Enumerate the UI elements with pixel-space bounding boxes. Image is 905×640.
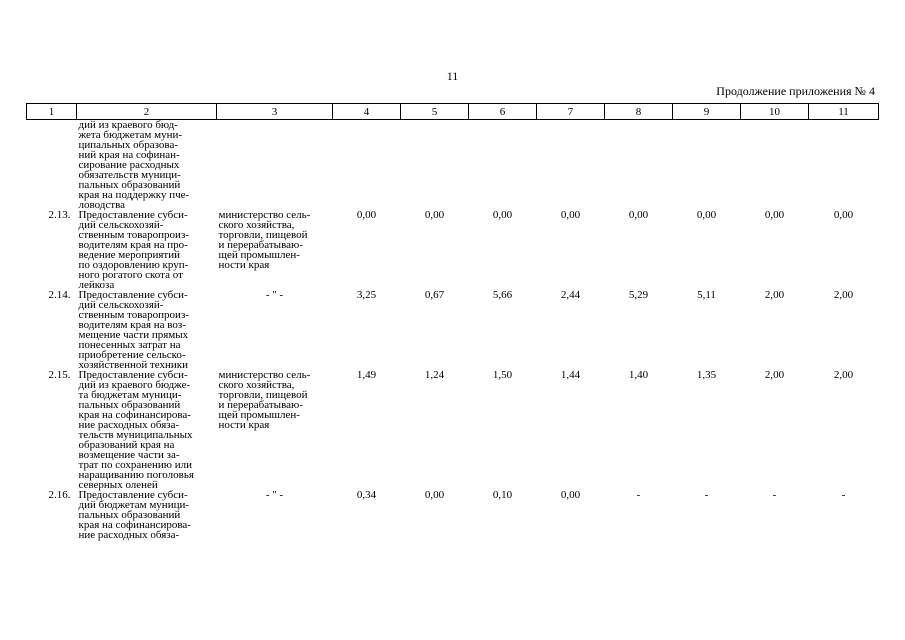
column-header-8: 8 [605, 104, 673, 120]
value-cell-col-8: - [636, 489, 641, 501]
row-number: 2.13. [48, 209, 71, 221]
description-line: образований края на [78, 439, 175, 451]
description-line: Предоставление субси- [78, 209, 188, 221]
column-header-10: 10 [741, 104, 809, 120]
column-header-9: 9 [673, 104, 741, 120]
description-line: северных оленей [78, 479, 158, 491]
value-cell-col-6 [469, 120, 537, 211]
description-line: дий сельскохозяй- [78, 299, 164, 311]
value-cell-col-11: 2,00 [833, 289, 854, 301]
row-number [27, 120, 77, 211]
value-cell-col-5: 1,24 [424, 369, 445, 381]
executor-line: ского хозяйства, [218, 219, 295, 231]
column-header-3: 3 [217, 104, 333, 120]
value-cell-col-11: 0,00 [833, 209, 854, 221]
description-line: пальных образований [78, 509, 181, 521]
description-line: сирование расходных [78, 159, 180, 171]
value-cell-col-7: 0,00 [560, 209, 581, 221]
value-cell-col-4 [333, 120, 401, 211]
value-cell-col-5 [401, 120, 469, 211]
executor-line: и перерабатываю- [218, 399, 303, 411]
column-header-4: 4 [333, 104, 401, 120]
value-cell-col-6: 1,50 [492, 369, 513, 381]
value-cell-col-7: 2,44 [560, 289, 581, 301]
description-line: ние расходных обяза- [78, 529, 180, 541]
description-line: по оздоровлению круп- [78, 259, 189, 271]
value-cell-col-10: 2,00 [764, 369, 785, 381]
measure-description [77, 290, 217, 370]
value-cell-col-9: 5,11 [697, 289, 716, 301]
column-header-2: 2 [77, 104, 217, 120]
value-cell-col-5: 0,67 [424, 289, 445, 301]
table-row [27, 290, 879, 370]
value-cell-col-10: 0,00 [764, 209, 785, 221]
responsible-executor [217, 490, 333, 540]
value-cell-col-11 [809, 120, 879, 211]
value-cell-col-7: 1,44 [560, 369, 581, 381]
description-line: хозяйственной техники [78, 359, 189, 371]
executor-line: министерство сель- [218, 369, 311, 381]
executor-line: - " - [265, 489, 284, 501]
measure-description [77, 210, 217, 290]
responsible-executor [217, 370, 333, 490]
description-line: края на софинансирова- [78, 519, 191, 531]
description-line: водителям края на про- [78, 239, 188, 251]
description-line: мещение части прямых [78, 329, 189, 341]
description-line: ственным товаропроиз- [78, 309, 189, 321]
measure-description [77, 120, 217, 211]
executor-line: щей промышлен- [218, 409, 300, 421]
executor-line: - " - [265, 289, 284, 301]
column-header-11: 11 [809, 104, 879, 120]
description-line: понесенных затрат на [78, 339, 181, 351]
description-line: водителям края на воз- [78, 319, 186, 331]
description-line: Предоставление субси- [78, 369, 188, 381]
column-header-1: 1 [27, 104, 77, 120]
description-line: пальных образований [78, 399, 181, 411]
table-row [27, 370, 879, 490]
value-cell-col-9: 1,35 [696, 369, 717, 381]
description-line: тельств муниципальных [78, 429, 193, 441]
column-header-7: 7 [537, 104, 605, 120]
column-header-6: 6 [469, 104, 537, 120]
description-line: Предоставление субси- [78, 289, 188, 301]
table-row [27, 120, 879, 211]
description-line: обязательств муници- [78, 169, 181, 181]
value-cell-col-10: 2,00 [764, 289, 785, 301]
executor-line: ности края [218, 419, 270, 431]
value-cell-col-5: 0,00 [424, 209, 445, 221]
description-line: ловодства [78, 199, 126, 211]
description-line: Предоставление субси- [78, 489, 188, 501]
description-line: ний края на софинан- [78, 149, 180, 161]
table-row [27, 490, 879, 540]
value-cell-col-11: 2,00 [833, 369, 854, 381]
value-cell-col-4: 0,00 [356, 209, 377, 221]
value-cell-col-9 [673, 120, 741, 211]
description-line: наращиванию поголовья [78, 469, 194, 481]
executor-line: ности края [218, 259, 270, 271]
responsible-executor [217, 290, 333, 370]
value-cell-col-9: - [704, 489, 709, 501]
value-cell-col-4: 3,25 [356, 289, 377, 301]
appendix-continuation-label: Продолжение приложения № 4 [716, 84, 875, 98]
value-cell-col-6: 0,10 [492, 489, 513, 501]
description-line: дий бюджетам муници- [78, 499, 190, 511]
value-cell-col-9: 0,00 [696, 209, 717, 221]
description-line: трат по сохранению или [78, 459, 192, 471]
description-line: приобретение сельско- [78, 349, 186, 361]
description-line: дий из краевого бюдже- [78, 379, 191, 391]
row-number: 2.14. [48, 289, 71, 301]
description-line: ственным товаропроиз- [78, 229, 189, 241]
executor-line: торговли, пищевой [218, 229, 308, 241]
description-line: ципальных образова- [78, 139, 179, 151]
value-cell-col-4: 0,34 [356, 489, 377, 501]
row-number: 2.15. [48, 369, 71, 381]
description-line: дий сельскохозяй- [78, 219, 164, 231]
value-cell-col-11: - [841, 489, 846, 501]
appendix-table [26, 103, 879, 540]
description-line: ние расходных обяза- [78, 419, 180, 431]
table-header-row [27, 104, 879, 120]
description-line: дий из краевого бюд- [78, 119, 178, 131]
description-line: пальных образований [78, 179, 181, 191]
value-cell-col-10 [741, 120, 809, 211]
executor-line: торговли, пищевой [218, 389, 308, 401]
value-cell-col-6: 5,66 [492, 289, 513, 301]
table-row [27, 210, 879, 290]
column-header-5: 5 [401, 104, 469, 120]
measure-description [77, 370, 217, 490]
description-line: та бюджетам муници- [78, 389, 182, 401]
value-cell-col-8: 1,40 [628, 369, 649, 381]
value-cell-col-4: 1,49 [356, 369, 377, 381]
value-cell-col-8: 0,00 [628, 209, 649, 221]
executor-line: и перерабатываю- [218, 239, 303, 251]
responsible-executor [217, 120, 333, 211]
table-body [27, 120, 879, 541]
value-cell-col-5: 0,00 [424, 489, 445, 501]
value-cell-col-7: 0,00 [560, 489, 581, 501]
value-cell-col-10: - [772, 489, 777, 501]
responsible-executor [217, 210, 333, 290]
value-cell-col-7 [537, 120, 605, 211]
value-cell-col-6: 0,00 [492, 209, 513, 221]
executor-line: щей промышлен- [218, 249, 300, 261]
value-cell-col-8 [605, 120, 673, 211]
value-cell-col-8: 5,29 [628, 289, 649, 301]
description-line: возмещение части за- [78, 449, 180, 461]
description-line: края на поддержку пче- [78, 189, 190, 201]
executor-line: ского хозяйства, [218, 379, 295, 391]
page-number: 11 [446, 69, 459, 83]
description-line: ного рогатого скота от [78, 269, 183, 281]
description-line: ведение мероприятий [78, 249, 181, 261]
description-line: края на софинансирова- [78, 409, 191, 421]
measure-description [77, 490, 217, 540]
executor-line: министерство сель- [218, 209, 311, 221]
description-line: лейкоза [78, 279, 115, 291]
description-line: жета бюджетам муни- [78, 129, 183, 141]
row-number: 2.16. [48, 489, 71, 501]
